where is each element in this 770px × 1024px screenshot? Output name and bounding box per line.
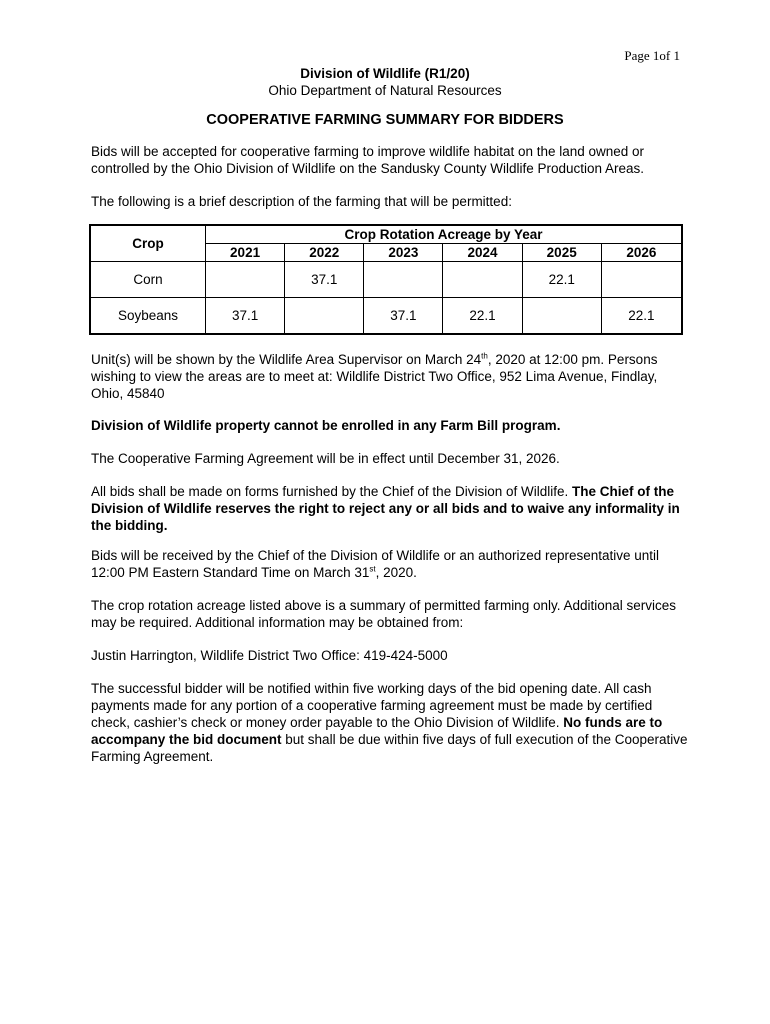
- notification-text-rest: but shall be due within five days of full execution of the Cooperative Farming Agreement.: [91, 732, 688, 764]
- received-superscript: st: [369, 564, 376, 574]
- forms-bold-text: The Chief of the Division of Wildlife reserves the right to reject any or all bids and to waive any informality in the bidding.: [91, 484, 680, 533]
- acreage-cell: [443, 262, 522, 298]
- year-header: 2023: [364, 244, 443, 262]
- acreage-cell: 37.1: [285, 262, 364, 298]
- notification-paragraph: [91, 680, 691, 765]
- department-heading: Ohio Department of Natural Resources: [268, 83, 502, 98]
- acreage-cell: [206, 262, 285, 298]
- division-heading: Division of Wildlife (R1/20): [300, 66, 470, 81]
- acreage-cell: 22.1: [601, 298, 682, 335]
- page-number: Page 1of 1: [624, 48, 680, 63]
- farm-bill-notice: Division of Wildlife property cannot be enrolled in any Farm Bill program.: [91, 418, 561, 433]
- showing-superscript: th: [481, 351, 488, 361]
- summary-paragraph: The crop rotation acreage listed above is a summary of permitted farming only. Additional services may be required. Additional information may be obtained from:: [91, 598, 677, 630]
- acreage-cell: 22.1: [522, 262, 601, 298]
- acreage-cell: [522, 298, 601, 335]
- agreement-paragraph: The Cooperative Farming Agreement will be in effect until December 31, 2026.: [91, 451, 560, 466]
- table-row: [90, 298, 682, 335]
- document-title: COOPERATIVE FARMING SUMMARY FOR BIDDERS: [206, 112, 564, 128]
- year-header: 2025: [522, 244, 601, 262]
- received-paragraph: [91, 547, 691, 581]
- year-header: 2022: [285, 244, 364, 262]
- crop-name-cell: Soybeans: [90, 298, 206, 335]
- received-text: Bids will be received by the Chief of the Division of Wildlife or an authorized representative until 12:00 PM Eastern Standard Time on March 31: [91, 548, 660, 580]
- year-header: 2021: [206, 244, 285, 262]
- table-header-row: [90, 225, 682, 244]
- showing-text-rest: , 2020 at 12:00 pm. Persons wishing to view the areas are to meet at: Wildlife District Two Office, 952 Lima Avenue, Findlay, Ohio, 45840: [91, 352, 658, 401]
- rotation-group-header: Crop Rotation Acreage by Year: [206, 225, 683, 244]
- acreage-cell: [364, 262, 443, 298]
- received-text-rest: , 2020.: [375, 565, 417, 580]
- showing-text: Unit(s) will be shown by the Wildlife Area Supervisor on March 24: [91, 352, 482, 367]
- showing-paragraph: [91, 351, 691, 402]
- crop-rotation-table: [89, 224, 683, 335]
- acreage-cell: 22.1: [443, 298, 522, 335]
- acreage-cell: 37.1: [364, 298, 443, 335]
- intro-paragraph: Bids will be accepted for cooperative farming to improve wildlife habitat on the land owned or controlled by the Ohio Division of Wildlife on the Sandusky County Wildlife Production Areas.: [91, 144, 645, 176]
- table-row: [90, 262, 682, 298]
- crop-column-header: Crop: [90, 225, 206, 262]
- forms-text: All bids shall be made on forms furnished by the Chief of the Division of Wildlife.: [91, 484, 572, 499]
- acreage-cell: [285, 298, 364, 335]
- year-header: 2026: [601, 244, 682, 262]
- description-lead: The following is a brief description of the farming that will be permitted:: [91, 194, 512, 209]
- year-header: 2024: [443, 244, 522, 262]
- forms-paragraph: [91, 483, 691, 534]
- acreage-cell: 37.1: [206, 298, 285, 335]
- acreage-cell: [601, 262, 682, 298]
- notification-bold-text: No funds are to accompany the bid document: [91, 715, 663, 747]
- notification-text: The successful bidder will be notified within five working days of the bid opening date. All cash payments made for any portion of a cooperative farming agreement must be made by certified check, cashier’s check or money order payable to the Ohio Division of Wildlife.: [91, 681, 653, 730]
- crop-name-cell: Corn: [90, 262, 206, 298]
- contact-line: Justin Harrington, Wildlife District Two Office: 419-424-5000: [91, 648, 448, 663]
